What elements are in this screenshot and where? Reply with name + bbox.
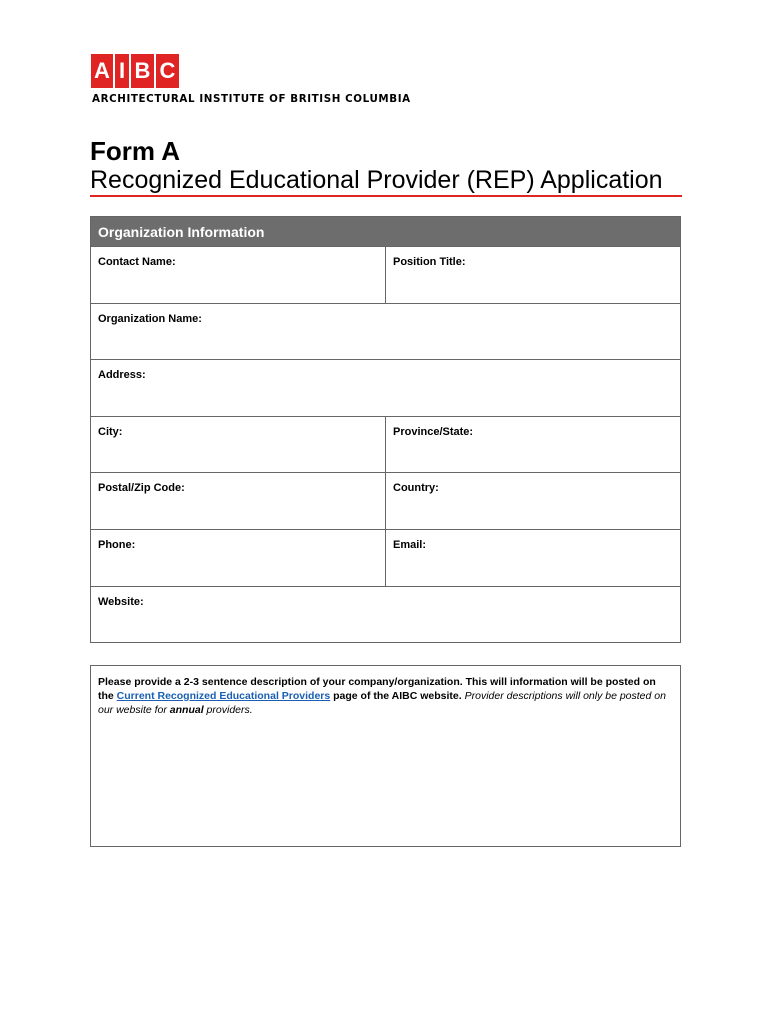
organization-name-field[interactable]: Organization Name: [98, 312, 202, 325]
address-field[interactable]: Address: [98, 369, 146, 382]
form-row [91, 472, 680, 529]
position-title-field[interactable]: Position Title: [393, 256, 466, 268]
description-note: Provider descriptions will only be posted on our website for [98, 690, 666, 716]
logo-letter-i: I [115, 54, 129, 88]
email-field[interactable]: Email: [393, 538, 427, 551]
description-note-emphasis: annual [169, 704, 204, 716]
form-row [91, 586, 680, 643]
country-field[interactable]: Country: [393, 482, 439, 495]
organization-information-table [90, 216, 681, 643]
form-row [91, 303, 680, 360]
logo-letter-b: B [131, 54, 154, 88]
organization-wordmark: ARCHITECTURAL INSTITUTE OF BRITISH COLUMBIA [92, 93, 411, 105]
website-field[interactable]: Website: [98, 595, 144, 608]
current-providers-link[interactable]: Current Recognized Educational Providers [116, 690, 331, 702]
logo-letter-a: A [91, 54, 113, 88]
description-instructions: Please provide a 2-3 sentence description of your company/organization. This will information will be posted on the [98, 676, 656, 702]
form-row [91, 359, 680, 416]
postal-zip-field[interactable]: Postal/Zip Code: [91, 473, 386, 529]
form-row [91, 416, 680, 473]
title-divider [90, 195, 682, 197]
description-instructions-cont: page of the AIBC website. [330, 690, 462, 702]
phone-field[interactable]: Phone: [91, 530, 386, 586]
form-title: Form A [90, 136, 181, 166]
contact-name-field[interactable]: Contact Name: [91, 247, 386, 303]
section-header: Organization Information [91, 217, 680, 246]
city-field[interactable]: City: [91, 417, 386, 473]
form-row [91, 246, 680, 303]
description-note-end: providers. [203, 704, 253, 716]
aibc-logo [91, 54, 179, 88]
description-textarea[interactable] [90, 665, 681, 847]
form-subtitle: Recognized Educational Provider (REP) Application [90, 166, 663, 194]
province-state-field[interactable]: Province/State: [393, 425, 474, 438]
form-row [91, 529, 680, 586]
logo-letter-c: C [156, 54, 179, 88]
